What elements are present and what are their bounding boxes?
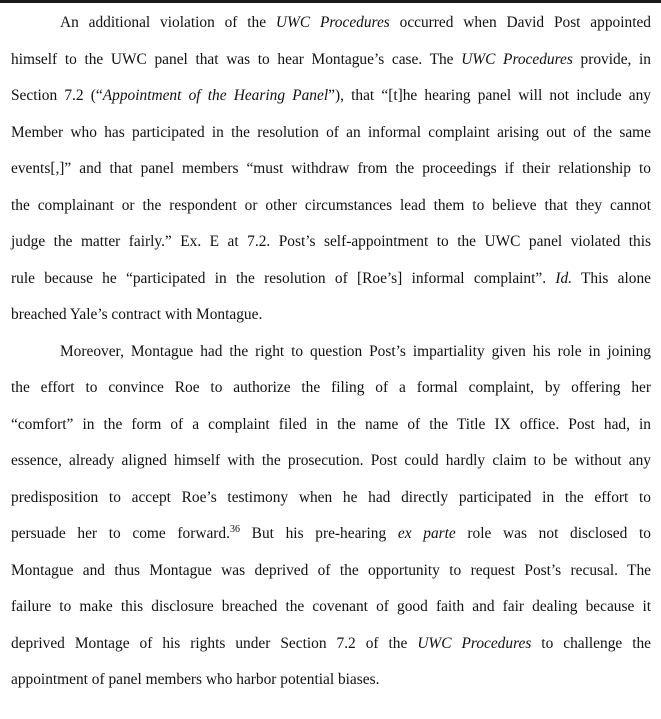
italic-text-run: Id. [555,269,573,287]
text-run: the complainant or the respondent or other circumstances lead them to believe that they cannot [11,196,651,214]
text-line [11,480,651,517]
text-run: An additional violation of the [60,14,276,31]
text-run: But his pre-hearing [239,525,398,542]
text-line [11,151,651,188]
italic-text-run: UWC Procedures [275,14,390,31]
text-line [11,115,651,152]
italic-text-run: ex parte [397,525,456,542]
text-line [11,78,651,115]
text-run: appointment of panel members who harbor potential biases. [11,671,380,688]
top-border-rule [0,0,661,3]
text-run: predisposition to accept Roe’s testimony when he had directly participated in the effort to [11,488,651,506]
text-run: occurred when David Post appointed [389,14,651,31]
text-run: Moreover, Montague had the right to question Post’s impartiality given his role in joining [60,342,651,360]
text-run: events[,]” and that panel members “must withdraw from the proceedings if their relationship to [11,160,651,177]
footnote-reference: 36 [229,523,240,535]
text-run: essence, already aligned himself with the prosecution. Post could hardly claim to be without any [11,452,651,469]
paragraph-post-appointment [11,5,651,334]
text-run: Montague and thus Montague was deprived of the opportunity to request Post’s recusal. The [11,561,651,579]
text-line [11,553,651,590]
text-run: provide, in [572,50,652,68]
text-run: breached Yale’s contract with Montague. [11,306,263,323]
italic-text-run: UWC Procedures [417,634,532,652]
text-run: Member who has participated in the resolution of an informal complaint arising out of the same [11,123,651,141]
text-line [11,5,651,42]
text-run: Section 7.2 (“ [11,87,103,104]
italic-text-run: UWC Procedures [461,50,573,68]
text-run: “comfort” in the form of a complaint filed in the name of the Title IX office. Post had, in [11,415,651,433]
text-run: judge the matter fairly.” Ex. E at 7.2. Post’s self-appointment to the UWC panel violated this [11,233,651,250]
text-run: himself to the UWC panel that was to hear Montague’s case. The [11,50,462,68]
text-line [11,662,651,699]
text-line [11,42,651,79]
text-line [11,224,651,261]
document-page [11,5,651,699]
text-run: rule because he “participated in the resolution of [Roe’s] informal complaint”. [11,269,556,287]
text-line [11,443,651,480]
italic-text-run: Appointment of the Hearing Panel [102,87,329,104]
text-run: ”), that “[t]he hearing panel will not include any [328,87,651,104]
text-line [11,297,651,334]
text-run: to challenge the [531,634,652,652]
text-line [11,407,651,444]
text-line [11,370,651,407]
text-line [11,516,651,553]
text-run: persuade her to come forward. [11,525,230,542]
text-line [11,334,651,371]
text-run: This alone [572,269,651,287]
text-line [11,589,651,626]
text-run: the effort to convince Roe to authorize the filing of a formal complaint, by offering her [11,379,651,396]
text-line [11,188,651,225]
text-run: failure to make this disclosure breached the covenant of good faith and fair dealing because it [11,598,651,615]
text-line [11,261,651,298]
text-line [11,626,651,663]
paragraph-impartiality [11,334,651,699]
text-run: role was not disclosed to [455,525,651,542]
text-run: deprived Montage of his rights under Section 7.2 of the [11,634,418,652]
